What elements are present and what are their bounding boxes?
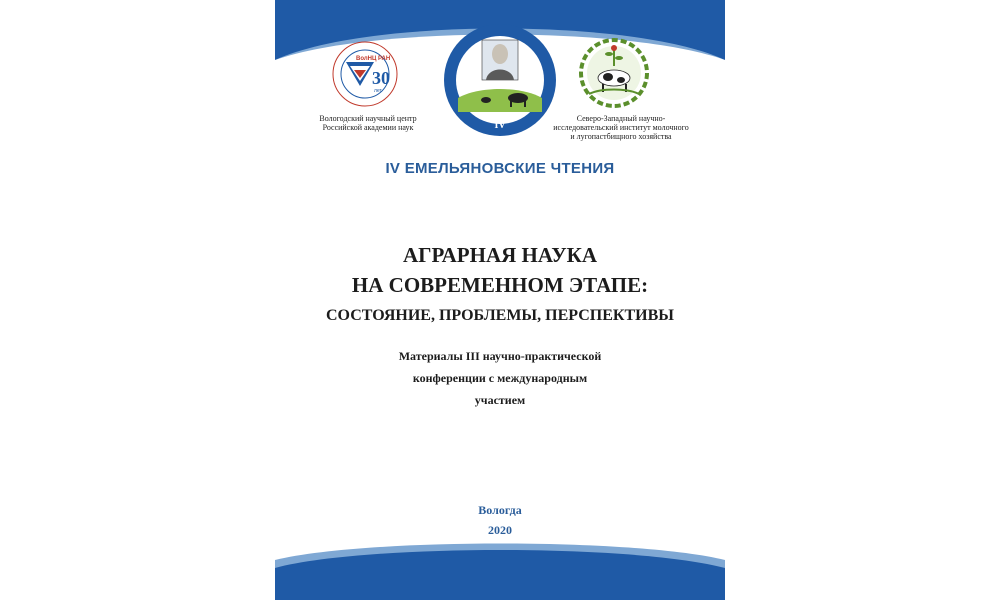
emelyanov-readings-emblem-icon xyxy=(440,20,560,140)
description-line: конференции с международным xyxy=(412,371,588,385)
main-title-line-1: АГРАРНАЯ НАУКА xyxy=(402,243,598,267)
imprint-year: 2020 xyxy=(488,523,512,537)
volnc-emblem-years-label: лет xyxy=(374,88,382,94)
main-title xyxy=(275,240,725,328)
conference-description xyxy=(275,345,725,411)
left-org-caption-line: Российской академии наук xyxy=(322,123,414,132)
volnc-emblem-text: ВолНЦ РАН xyxy=(356,56,391,62)
right-org-caption-line: исследовательский институт молочного xyxy=(553,123,689,132)
szniimlph-emblem-icon xyxy=(571,36,657,110)
bottom-blue-band xyxy=(275,538,725,600)
imprint xyxy=(275,500,725,540)
series-title: IV ЕМЕЛЬЯНОВСКИЕ ЧТЕНИЯ xyxy=(385,160,615,177)
left-org-caption xyxy=(303,114,433,132)
right-org-caption-line: Северо-Западный научно- xyxy=(576,114,666,123)
emblem-roman-numeral: IV xyxy=(494,120,506,131)
imprint-city: Вологда xyxy=(478,503,522,517)
main-title-line-2: НА СОВРЕМЕННОМ ЭТАПЕ: xyxy=(351,273,649,297)
right-org-caption-line: и лугопастбищного хозяйства xyxy=(570,132,672,141)
left-org-caption-line: Вологодский научный центр xyxy=(319,114,417,123)
volnc-ran-emblem-icon xyxy=(330,40,400,108)
volnc-emblem-years: 30 xyxy=(372,68,390,88)
description-line: Материалы III научно-практической xyxy=(398,349,602,363)
right-org-caption xyxy=(551,114,691,141)
description-line: участием xyxy=(474,393,526,407)
book-cover xyxy=(275,0,725,600)
main-title-subtitle: СОСТОЯНИЕ, ПРОБЛЕМЫ, ПЕРСПЕКТИВЫ xyxy=(326,307,674,324)
